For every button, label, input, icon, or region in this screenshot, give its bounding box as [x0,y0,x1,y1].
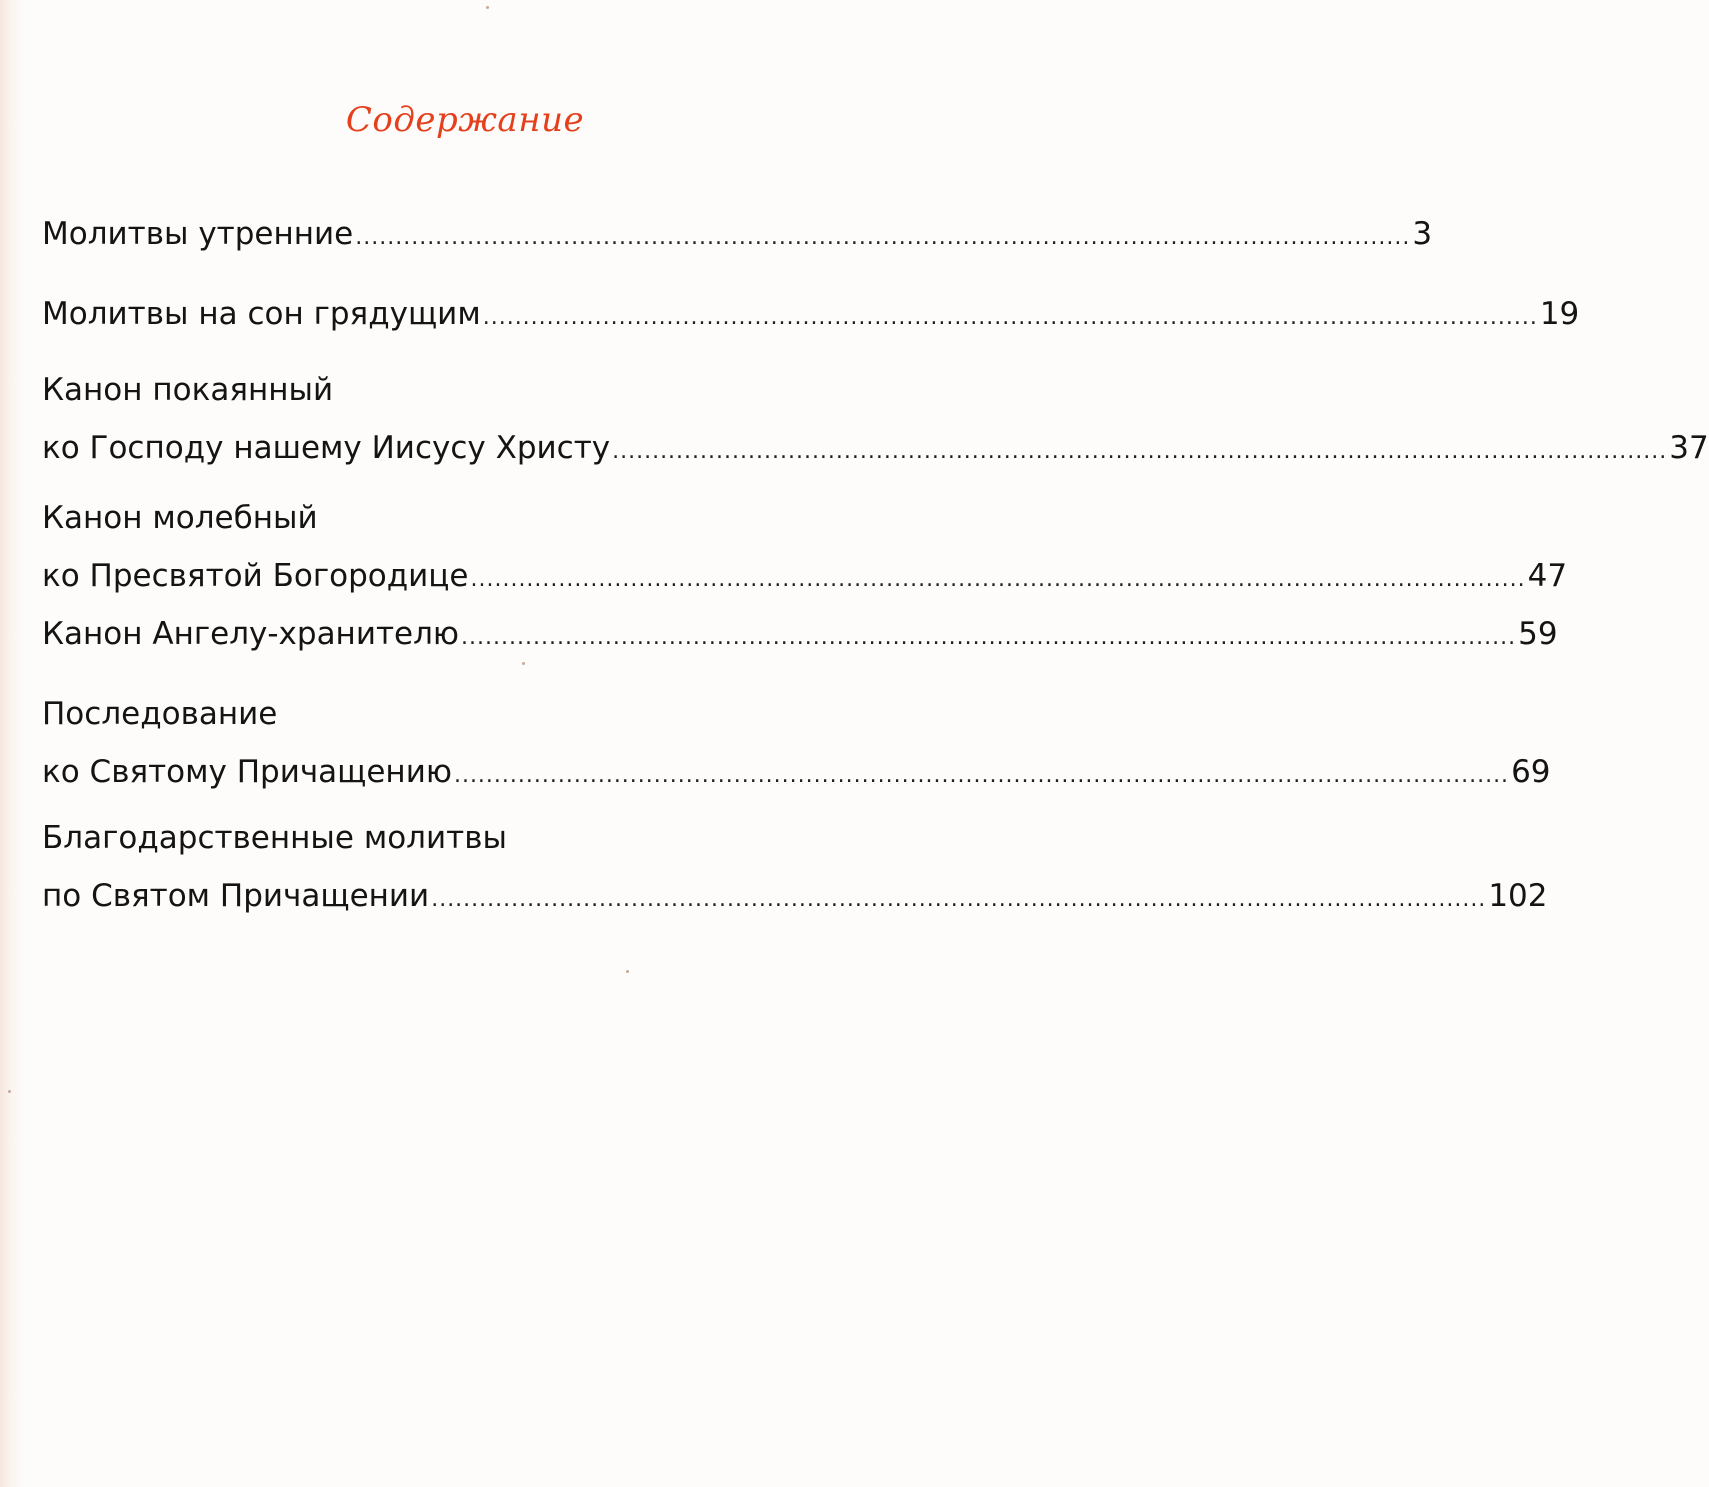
toc-page-number: 19 [1539,296,1580,332]
toc-page-number: 37 [1669,430,1709,466]
toc-entry-subtitle: ко Пресвятой Богородице [42,558,469,594]
dot-leader: .................................................................................................................................... [612,439,1668,464]
toc-entry-title: Канон покаянный [42,372,334,408]
toc-line [42,361,890,419]
toc-page-number: 59 [1518,616,1558,652]
toc-line [42,547,1568,605]
toc-entry-subtitle: ко Господу нашему Иисусу Христу [42,430,611,466]
dot-leader: .................................................................................................................................... [431,887,1487,912]
dot-leader: .................................................................................................................................... [461,625,1517,650]
toc-entry-morning-prayers[interactable] [42,205,1433,263]
toc-line [42,489,890,547]
paper-speck [522,662,525,665]
toc-line [42,743,1551,801]
toc-line [42,867,1548,925]
dot-leader: .................................................................................................................................... [482,305,1538,330]
toc-page-number: 102 [1488,878,1548,914]
toc-entry-penitential-canon[interactable] [42,361,1709,477]
toc-page-number: 47 [1527,558,1568,594]
toc-entry-subtitle: по Святом Причащении [42,878,430,914]
dot-leader: .................................................................................................................................... [355,225,1411,250]
paper-speck [486,6,489,9]
dot-leader: .................................................................................................................................... [453,763,1510,788]
toc-line [42,205,1433,263]
toc-line [42,419,1709,477]
dot-leader: .................................................................................................................................... [470,567,1526,592]
toc-entry-communion-rule[interactable] [42,685,1551,801]
toc-entry-subtitle: ко Святому Причащению [42,754,452,790]
toc-entry-title: Благодарственные молитвы [42,820,507,856]
toc-entry-title: Молитвы на сон грядущим [42,296,481,332]
toc-line [42,605,1558,663]
toc-line [42,685,890,743]
toc-entry-guardian-angel-canon[interactable] [42,605,1558,663]
toc-entry-evening-prayers[interactable] [42,285,1580,343]
toc-page-number: 69 [1511,754,1551,790]
paper-speck [626,970,629,973]
toc-entry-supplicatory-canon[interactable] [42,489,1568,605]
toc-entry-thanksgiving-prayers[interactable] [42,809,1548,925]
toc-page-number: 3 [1412,216,1433,252]
toc-entry-title: Молитвы утренние [42,216,354,252]
paper-speck [8,1090,11,1093]
toc-entry-title: Последование [42,696,278,732]
toc-entry-title: Канон Ангелу-хранителю [42,616,460,652]
toc-line [42,285,1580,343]
page-title: Содержание [345,100,585,140]
toc-line [42,809,890,867]
toc-entry-title: Канон молебный [42,500,318,536]
